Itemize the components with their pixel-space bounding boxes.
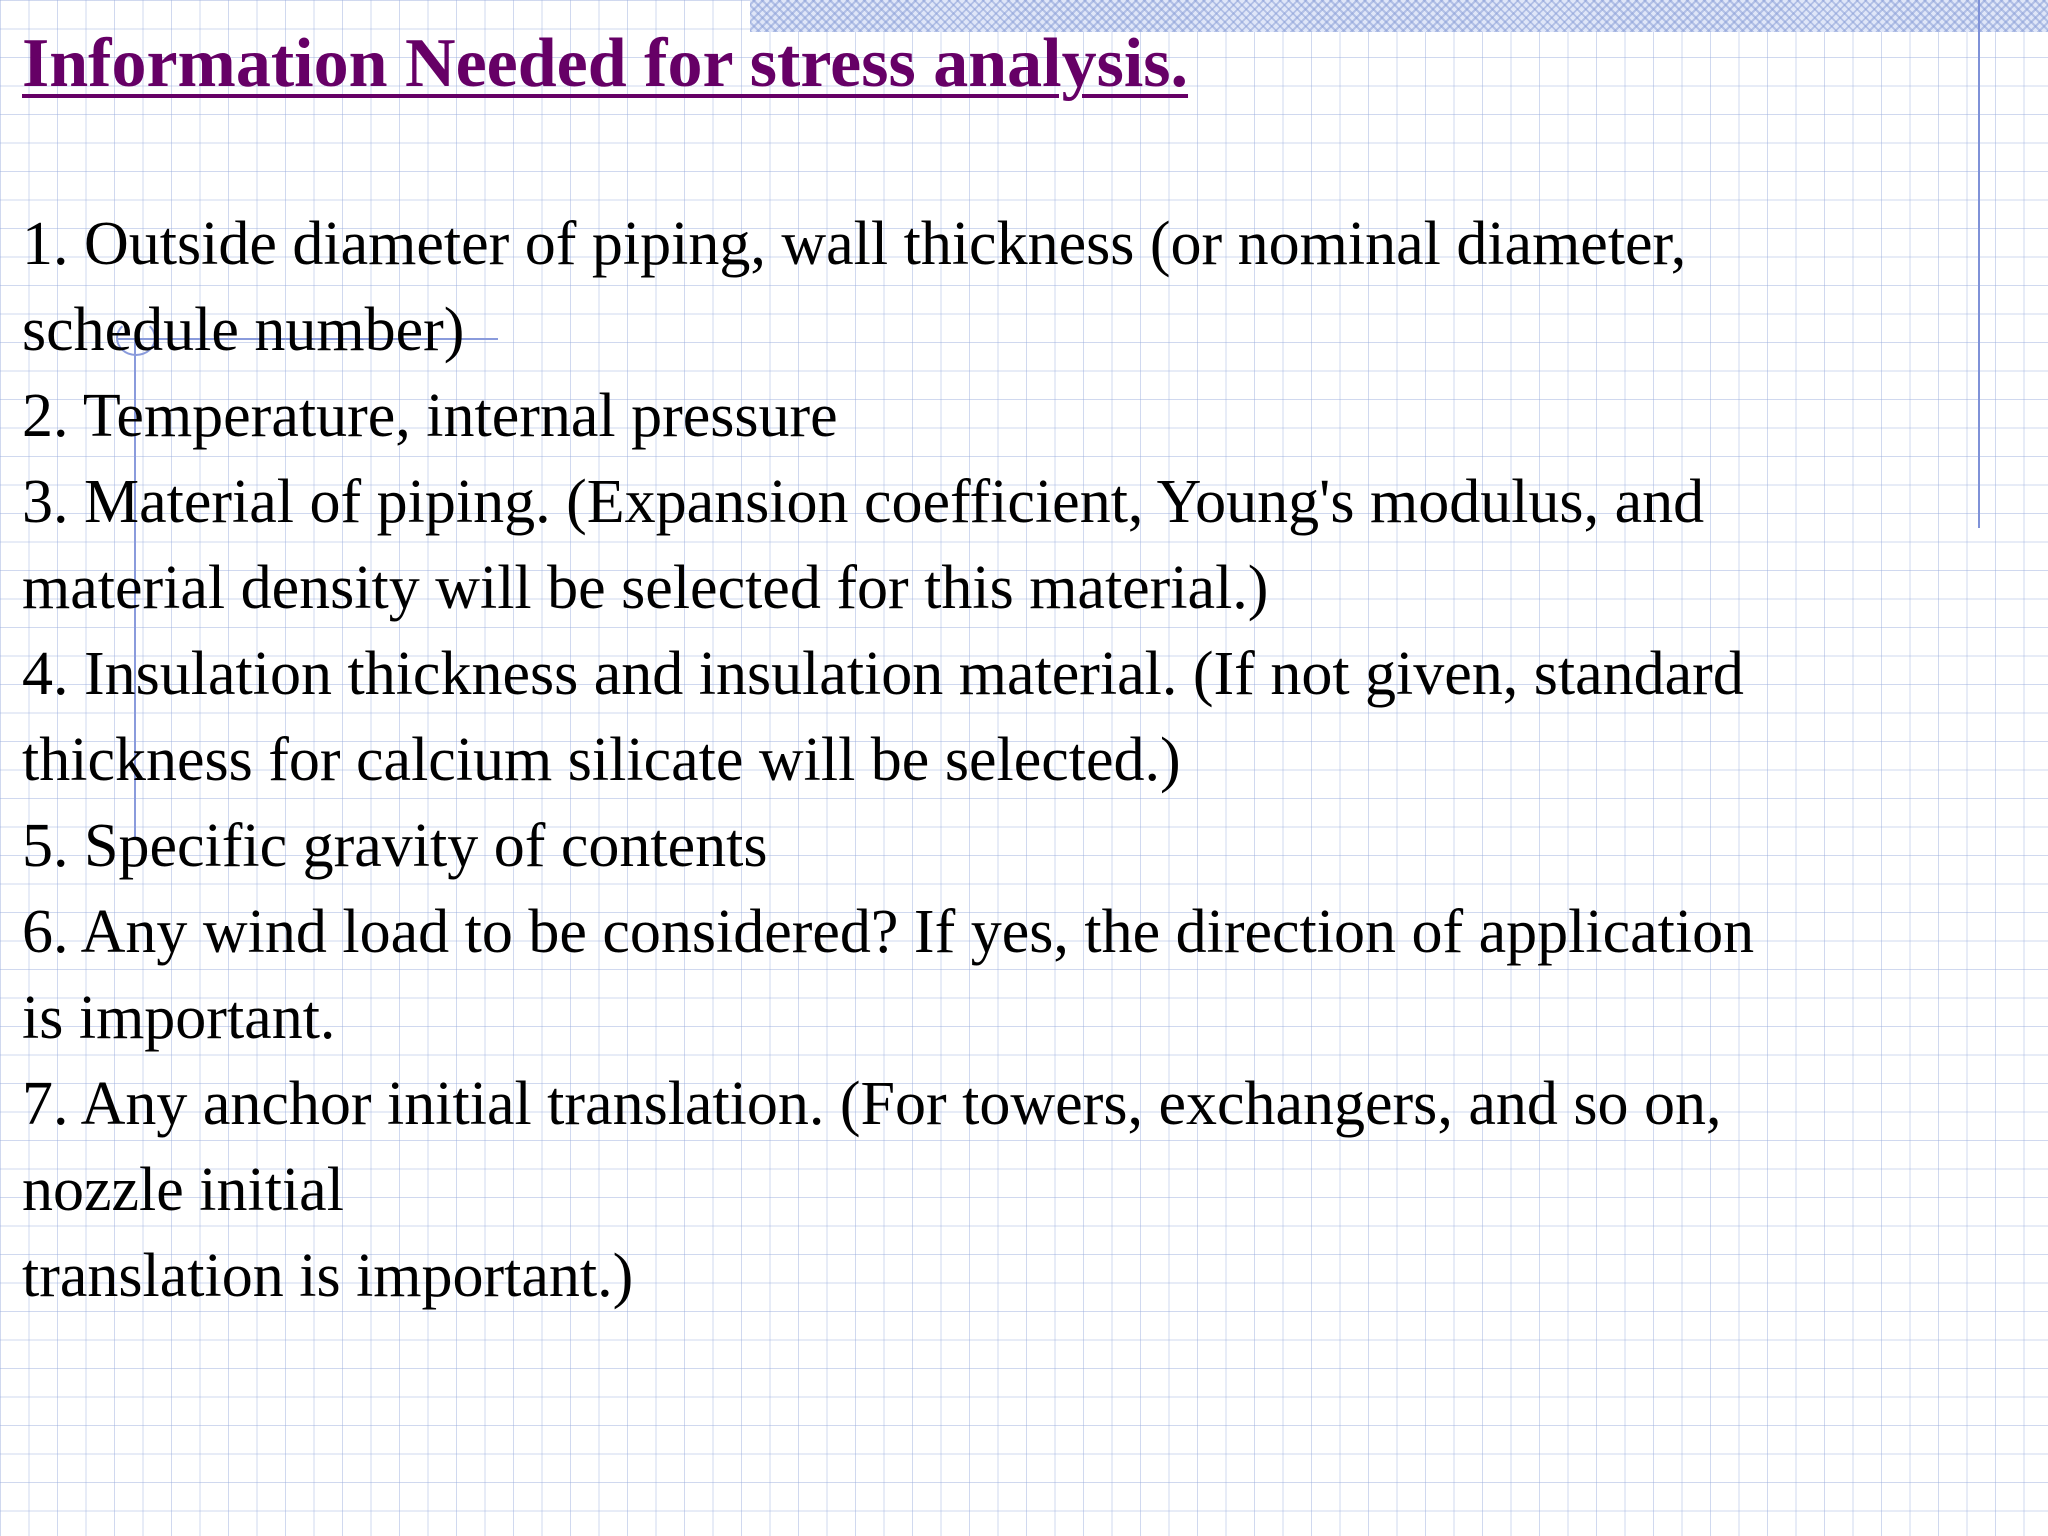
slide-body bbox=[22, 201, 1982, 1319]
body-line: material density will be selected for this material.) bbox=[22, 554, 1269, 622]
body-line: 6. Any wind load to be considered? If yes, the direction of application bbox=[22, 898, 1755, 966]
body-line: 2. Temperature, internal pressure bbox=[22, 382, 838, 450]
body-line: nozzle initial bbox=[22, 1156, 344, 1224]
body-line: 7. Any anchor initial translation. (For towers, exchangers, and so on, bbox=[22, 1070, 1722, 1138]
body-line: 1. Outside diameter of piping, wall thickness (or nominal diameter, bbox=[22, 210, 1687, 278]
body-line: 5. Specific gravity of contents bbox=[22, 812, 768, 880]
body-line: thickness for calcium silicate will be selected.) bbox=[22, 726, 1181, 794]
body-line: schedule number) bbox=[22, 296, 465, 364]
body-line: translation is important.) bbox=[22, 1242, 634, 1310]
body-line: 3. Material of piping. (Expansion coefficient, Young's modulus, and bbox=[22, 468, 1705, 536]
body-line: is important. bbox=[22, 984, 336, 1052]
body-line: 4. Insulation thickness and insulation material. (If not given, standard bbox=[22, 640, 1744, 708]
slide-title: Information Needed for stress analysis. bbox=[22, 25, 1189, 102]
